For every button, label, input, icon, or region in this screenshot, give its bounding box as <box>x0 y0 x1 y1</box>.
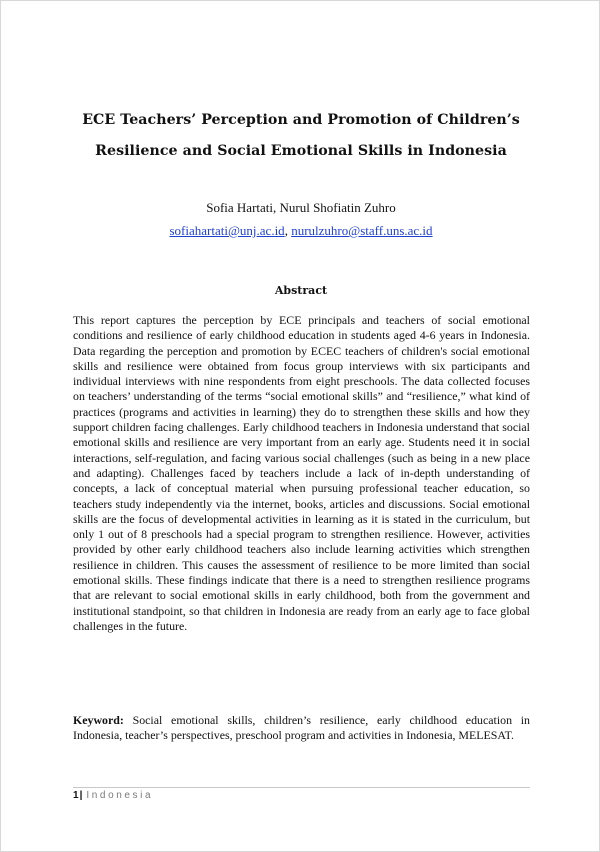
email-link-hartati[interactable]: sofiahartati@unj.ac.id <box>169 223 285 238</box>
page-number: 1 <box>73 790 79 801</box>
email-separator: , <box>284 223 288 238</box>
keywords-paragraph <box>73 713 530 744</box>
author-names: Sofia Hartati, Nurul Shofiatin Zuhro <box>206 200 396 215</box>
keywords-label: Keyword: <box>73 713 124 727</box>
footer-divider <box>73 787 530 788</box>
running-footer-text: Indonesia <box>86 790 154 801</box>
page-footer <box>73 789 153 803</box>
footer-separator: | <box>79 790 83 801</box>
keywords-text: Social emotional skills, children’s resilience, early childhood education in Indonesia, teacher’s perspectives, preschool program and activities in Indonesia, MELESAT. <box>73 713 530 743</box>
author-emails <box>61 222 541 240</box>
abstract-body: This report captures the perception by ECE principals and teachers of social emotional conditions and resilience of early childhood education in students aged 4-6 years in Indonesia. Data regarding the perception and promotion by ECEC teachers of children's social emotional skills and resilience were obtained from focus group interviews with six participants and individual interviews with nine respondents from eight preschools. The data collected focuses on teachers’ understanding of the terms “social emotional skills” and “resilience,” what kind of practices (programs and activities in learning) they do to strengthen these skills and how they support children facing challenges. Early childhood teachers in Indonesia understand that social emotional skills and resilience are very important from an early age. Students need it in social interactions, self-regulation, and facing various social challenges (such as being in a new place and adapting). Challenges faced by teachers include a lack of in-depth understanding of concepts, a lack of conceptual material when pursuing professional teacher education, so teachers study independently via the internet, books, articles and discussions. Social emotional skills are the focus of developmental activities in learning as it is stated in the curriculum, but only 1 out of 8 preschools had a special program to strengthen resilience. However, activities provided by other early childhood teachers also include learning activities which strengthen resilience in children. This causes the assessment of resilience to be more limited than social emotional skills. These findings indicate that there is a need to strengthen resilience programs that are relevant to social emotional skills in early childhood, both from the government and institutional standpoint, so that children in Indonesia are ready from an early age to face global challenges in the future. <box>73 313 530 633</box>
email-link-zuhro[interactable]: nurulzuhro@staff.uns.ac.id <box>291 223 433 238</box>
abstract-heading: Abstract <box>274 284 328 297</box>
paper-title: ECE Teachers’ Perception and Promotion of Children’s Resilience and Social Emotional Skills in Indonesia <box>82 112 520 159</box>
